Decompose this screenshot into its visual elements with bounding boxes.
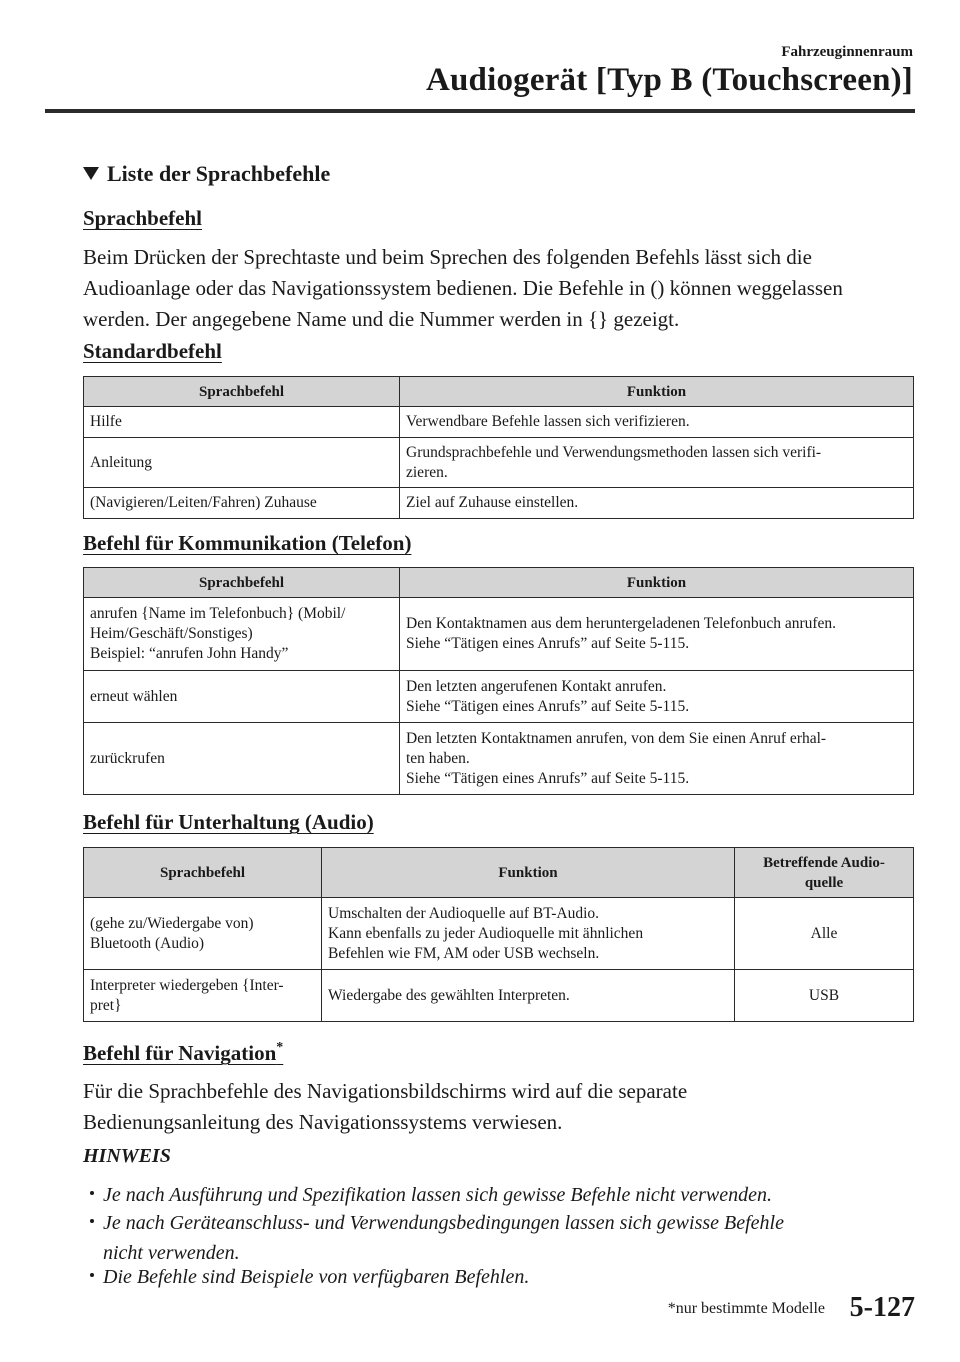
table-row [84, 488, 914, 519]
table-row [84, 898, 914, 970]
note-item [90, 1262, 870, 1292]
table-row [84, 598, 914, 671]
page-number: 5-127 [849, 1292, 915, 1323]
cell-text: Beispiel: “anrufen John Handy” [90, 645, 289, 662]
command-cell [84, 898, 322, 970]
cell-text: Grundsprachbefehle und Verwendungsmethoden lassen sich verifi- [406, 443, 822, 461]
col-header-command: Sprachbefehl [84, 848, 322, 898]
source-cell: Alle [735, 898, 914, 970]
cell-text: Befehlen wie FM, AM oder USB wechseln. [328, 944, 600, 962]
telefon-table [83, 567, 914, 795]
triangle-marker-icon [83, 167, 99, 180]
footnote-marker: * [276, 1040, 284, 1055]
footnote: *nur bestimmte Modelle [667, 1300, 825, 1317]
table-row [84, 723, 914, 795]
function-cell [400, 671, 914, 723]
intro-line: Beim Drücken der Sprechtaste und beim Sprechen des folgenden Befehls lässt sich die [83, 245, 812, 269]
col-header-command: Sprachbefehl [84, 377, 400, 407]
cell-text: Ziel auf Zuhause einstellen. [406, 494, 579, 511]
telefon-title: Befehl für Kommunikation (Telefon) [83, 531, 412, 555]
cell-text: Wiedergabe des gewählten Interpreten. [328, 986, 570, 1004]
col-header-function: Funktion [322, 848, 735, 898]
hinweis-title: HINWEIS [83, 1145, 171, 1167]
col-header-source [735, 848, 914, 898]
note-item [90, 1208, 870, 1268]
command-cell [84, 598, 400, 671]
note-text: Je nach Ausführung und Spezifikation lassen sich gewisse Befehle nicht verwenden. [103, 1184, 772, 1206]
audio-table [83, 847, 914, 1022]
cell-text: Den letzten angerufenen Kontakt anrufen. [406, 677, 667, 695]
cell-text: Anleitung [90, 453, 152, 471]
cell-text: Umschalten der Audioquelle auf BT-Audio. [328, 904, 600, 922]
bullet-icon [90, 1191, 94, 1195]
cell-text: anrufen {Name im Telefonbuch} (Mobil/ [90, 605, 346, 622]
table-row [84, 970, 914, 1022]
command-cell [84, 970, 322, 1022]
list-heading-text: Liste der Sprachbefehle [107, 161, 331, 186]
col-header-function: Funktion [400, 377, 914, 407]
navigation-title-text: Befehl für Navigation [83, 1041, 277, 1065]
col-header-function: Funktion [400, 568, 914, 598]
source-cell: USB [735, 970, 914, 1022]
command-cell [84, 488, 400, 519]
cell-text: ten haben. [406, 749, 470, 767]
function-cell [322, 898, 735, 970]
command-cell [84, 671, 400, 723]
section-label: Fahrzeuginnenraum [781, 44, 913, 60]
intro-paragraph [83, 242, 923, 335]
header-text: Betreffende Audio- [763, 854, 885, 871]
cell-text: Hilfe [90, 413, 122, 430]
cell-text: Verwendbare Befehle lassen sich verifizieren. [406, 413, 690, 430]
col-header-command: Sprachbefehl [84, 568, 400, 598]
table-row [84, 671, 914, 723]
command-cell [84, 438, 400, 488]
bullet-icon [90, 1273, 94, 1277]
navigation-line: Für die Sprachbefehle des Navigationsbildschirms wird auf die separate [83, 1079, 688, 1103]
cell-text: pret} [90, 996, 122, 1014]
cell-text: zieren. [406, 463, 448, 481]
cell-text: (Navigieren/Leiten/Fahren) Zuhause [90, 494, 317, 511]
navigation-title [83, 1040, 283, 1066]
bullet-icon [90, 1219, 94, 1223]
standard-table [83, 376, 914, 519]
cell-text: zurückrufen [90, 749, 165, 767]
command-cell [84, 723, 400, 795]
header-rule [45, 109, 915, 113]
cell-text: Siehe “Tätigen eines Anrufs” auf Seite 5-115. [406, 769, 690, 787]
cell-text: Den letzten Kontaktnamen anrufen, von dem Sie einen Anruf erhal- [406, 729, 827, 747]
cell-text: Bluetooth (Audio) [90, 934, 205, 952]
list-heading [83, 161, 330, 187]
table-row [84, 407, 914, 438]
cell-text: Kann ebenfalls zu jeder Audioquelle mit ähnlichen [328, 924, 644, 942]
function-cell [400, 438, 914, 488]
page-title: Audiogerät [Typ B (Touchscreen)] [425, 62, 913, 98]
standard-title: Standardbefehl [83, 339, 222, 363]
cell-text: Den Kontaktnamen aus dem heruntergeladenen Telefonbuch anrufen. [406, 615, 837, 632]
function-cell [400, 488, 914, 519]
note-text: Je nach Geräteanschluss- und Verwendungsbedingungen lassen sich gewisse Befehle [103, 1212, 784, 1234]
cell-text: (gehe zu/Wiedergabe von) [90, 914, 254, 932]
table-row [84, 438, 914, 488]
function-cell [322, 970, 735, 1022]
note-text: nicht verwenden. [103, 1242, 240, 1264]
header-text: quelle [804, 874, 844, 891]
function-cell [400, 598, 914, 671]
navigation-line: Bedienungsanleitung des Navigationssystems verwiesen. [83, 1110, 563, 1134]
sprachbefehl-title: Sprachbefehl [83, 206, 203, 230]
cell-text: Interpreter wiedergeben {Inter- [90, 976, 284, 994]
cell-text: erneut wählen [90, 687, 178, 705]
function-cell [400, 407, 914, 438]
audio-title: Befehl für Unterhaltung (Audio) [83, 810, 374, 834]
function-cell [400, 723, 914, 795]
navigation-paragraph [83, 1076, 923, 1138]
intro-line: werden. Der angegebene Name und die Nummer werden in {} gezeigt. [83, 307, 680, 331]
cell-text: Heim/Geschäft/Sonstiges) [90, 625, 253, 642]
note-item [90, 1180, 870, 1210]
note-text: Die Befehle sind Beispiele von verfügbaren Befehlen. [103, 1266, 530, 1288]
command-cell [84, 407, 400, 438]
intro-line: Audioanlage oder das Navigationssystem bedienen. Die Befehle in () können weggelassen [83, 276, 843, 300]
cell-text: Siehe “Tätigen eines Anrufs” auf Seite 5-115. [406, 697, 690, 715]
cell-text: Siehe “Tätigen eines Anrufs” auf Seite 5-115. [406, 635, 690, 652]
